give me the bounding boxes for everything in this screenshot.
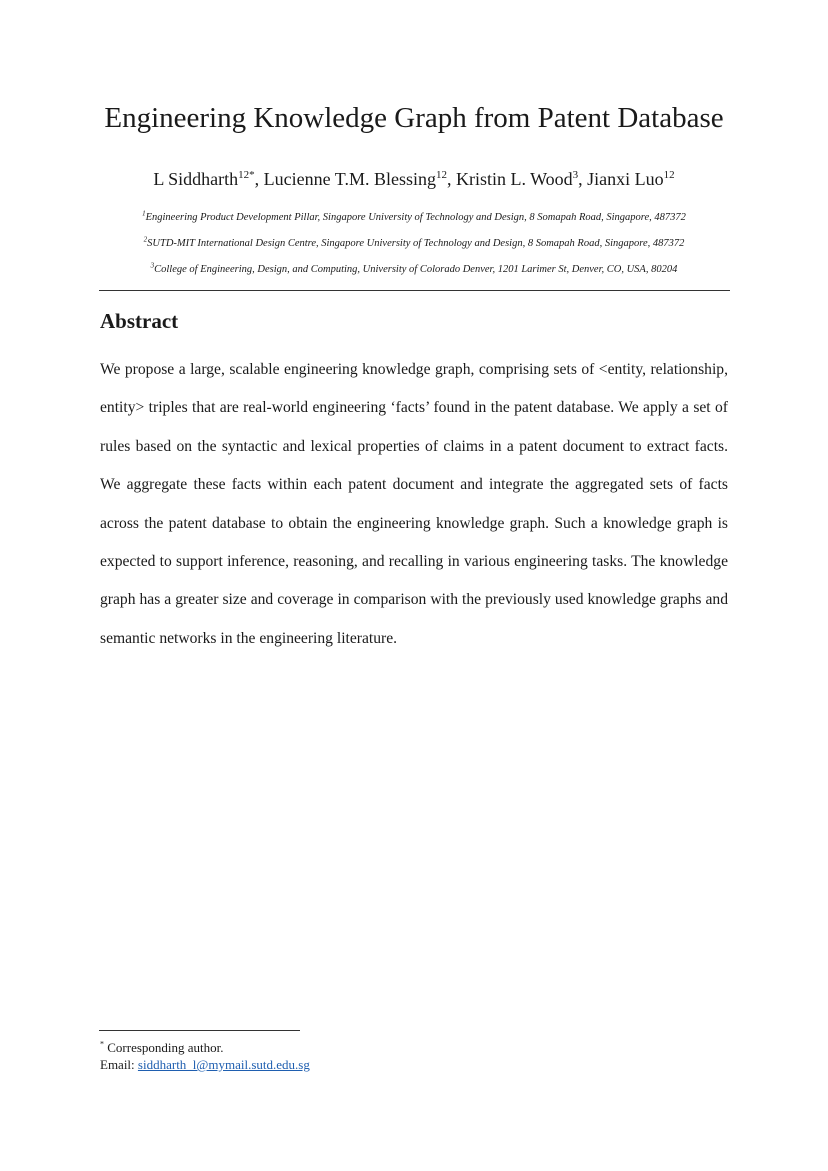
footnote [100,1039,728,1073]
footnote-email [100,1056,728,1073]
author-name: Jianxi Luo [587,169,664,189]
footnote-text: Corresponding author. [107,1040,224,1055]
email-link[interactable]: siddharth_l@mymail.sutd.edu.sg [137,1057,310,1072]
abstract-heading: Abstract [100,309,179,333]
abstract-text: We propose a large, scalable engineering knowledge graph, comprising sets of <entity, relationship, entity> triples that are real-world engineering ‘facts’ found in the patent database. We apply a set of rules based on the syntactic and lexical properties of claims in a patent document to extract facts. We aggregate these facts within each patent document and integrate the aggregated sets of facts across the patent database to obtain the engineering knowledge graph. Such a knowledge graph is expected to support inference, reasoning, and recalling in various engineering tasks. The knowledge graph has a greater size and coverage in comparison with the previously used knowledge graphs and semantic networks in the engineering literature. [100,361,728,647]
author-affiliation-marker: 12 [435,169,447,181]
affiliation [0,211,828,225]
affiliation [0,237,828,251]
header-divider [99,290,730,291]
author-name: Kristin L. Wood [455,169,573,189]
affiliation-text: SUTD-MIT International Design Centre, Singapore University of Technology and Design, 8 Somapah Road, Singapore, 487372 [147,238,685,249]
affiliation-text: Engineering Product Development Pillar, Singapore University of Technology and Design, 8 Somapah Road, Singapore, 487372 [145,212,686,223]
author-name: L Siddharth [153,169,239,189]
affiliation [0,263,828,277]
affiliation-marker: 2 [143,235,148,244]
footnote-marker: * [100,1039,104,1049]
author-list: L Siddharth$^{12*}$, Lucienne T.M. Blessing$^{12}$, Kristin L. Wood$^3$, Jianxi Luo$^{12}$ [153,169,675,189]
author-affiliation-marker: 12 [663,169,675,181]
paper-title: Engineering Knowledge Graph from Patent Database [104,102,724,134]
affiliation-marker: 1 [142,209,146,218]
affiliation-text: College of Engineering, Design, and Computing, University of Colorado Denver, 1201 Larimer St, Denver, CO, USA, 80204 [154,264,678,275]
author-affiliation-marker: 12* [238,169,255,181]
author-name: Lucienne T.M. Blessing [263,169,436,189]
email-label: Email: [100,1057,135,1072]
author-affiliation-marker: 3 [572,169,579,181]
affiliation-marker: 3 [150,261,155,270]
footnote-corresponding [100,1039,728,1056]
footnote-divider [99,1030,300,1031]
